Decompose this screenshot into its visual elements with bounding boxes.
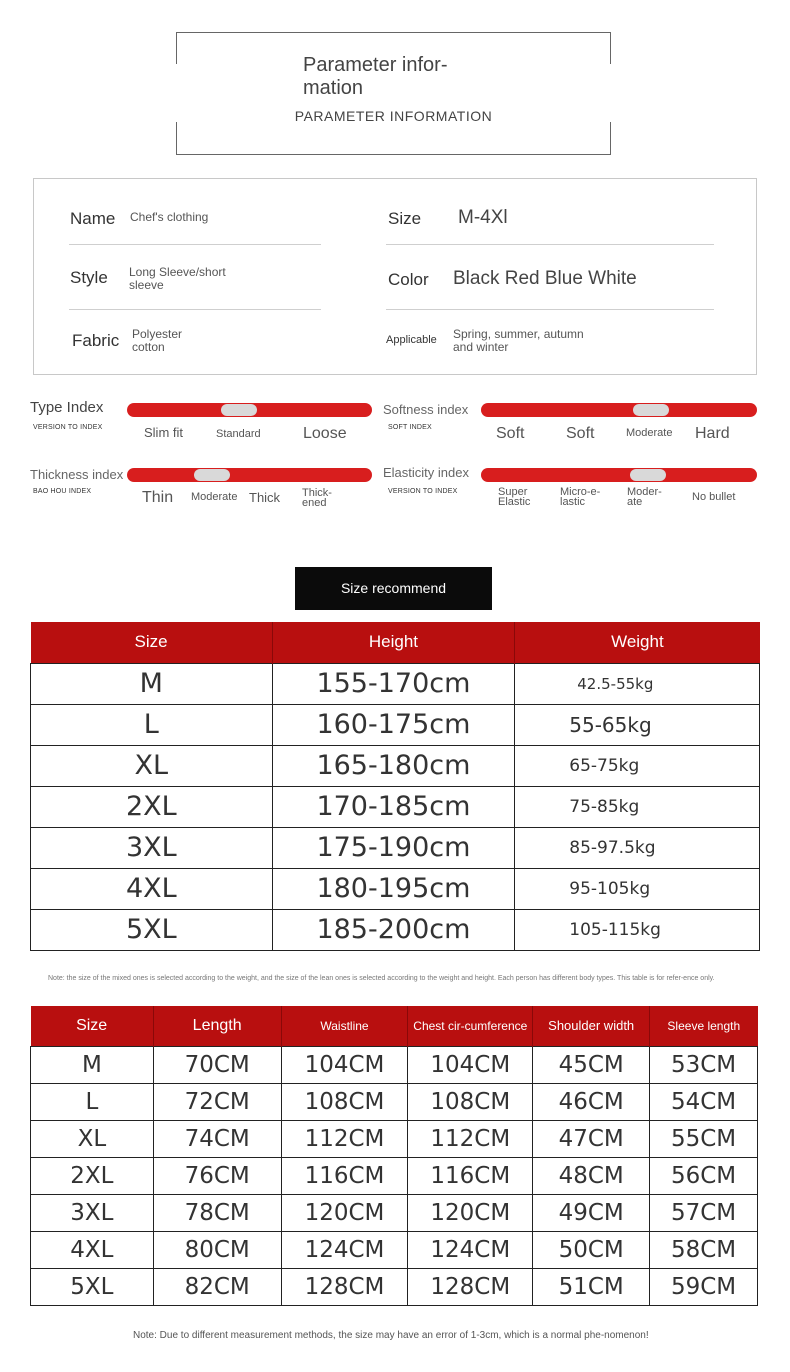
meas-cell: 57CM [650, 1194, 758, 1231]
elasticity-index-title: Elasticity index [383, 465, 469, 480]
thickness-tick-thick: Thick [249, 490, 281, 505]
meas-cell: 5XL [31, 1268, 154, 1305]
meas-cell: 108CM [408, 1083, 533, 1120]
meas-cell: 49CM [533, 1194, 650, 1231]
meas-cell: 112CM [408, 1120, 533, 1157]
thickness-index-title: Thickness index [30, 467, 124, 482]
meas-cell: 59CM [650, 1268, 758, 1305]
meas-cell: 45CM [533, 1046, 650, 1083]
softness-tick-moderate: Moderate [626, 427, 673, 439]
meas-cell: 78CM [153, 1194, 281, 1231]
size-value: M-4Xl [458, 207, 508, 228]
meas-cell: 116CM [408, 1157, 533, 1194]
elasticity-tick-moderate: Moder-ate [627, 486, 662, 508]
rec-height: 160-175cm [272, 704, 515, 745]
meas-cell: 108CM [281, 1083, 408, 1120]
table-row [31, 745, 760, 786]
type-index-sub: VERSION TO INDEX [33, 424, 103, 431]
meas-header-length: Length [153, 1006, 281, 1046]
meas-cell: M [31, 1046, 154, 1083]
meas-cell: 124CM [281, 1231, 408, 1268]
rec-header-size: Size [31, 622, 273, 663]
meas-cell: 2XL [31, 1157, 154, 1194]
rec-height: 165-180cm [272, 745, 515, 786]
meas-cell: 120CM [281, 1194, 408, 1231]
size-label: Size [388, 209, 422, 228]
table-row [31, 1194, 758, 1231]
elasticity-index-knob [630, 469, 666, 481]
meas-header-size: Size [31, 1006, 154, 1046]
meas-cell: 116CM [281, 1157, 408, 1194]
rec-weight: 42.5-55kg [515, 663, 760, 704]
rec-height: 170-185cm [272, 786, 515, 827]
meas-cell: 51CM [533, 1268, 650, 1305]
rec-weight: 105-115kg [515, 909, 760, 950]
rec-header-weight: Weight [515, 622, 760, 663]
table-row [31, 704, 760, 745]
header-title: Parameter infor- mation [303, 54, 448, 99]
rec-height: 185-200cm [272, 909, 515, 950]
meas-header-chest: Chest cir-cumference [408, 1006, 533, 1046]
meas-cell: 120CM [408, 1194, 533, 1231]
thickness-index-knob [194, 469, 230, 481]
type-tick-standard: Standard [216, 428, 261, 440]
type-index-title: Type Index [30, 399, 104, 416]
name-value: Chef's clothing [130, 210, 209, 224]
measurement-table [30, 1006, 758, 1306]
color-value: Black Red Blue White [453, 268, 637, 289]
meas-cell: 48CM [533, 1157, 650, 1194]
table-row [31, 1268, 758, 1305]
thickness-tick-thin: Thin [142, 489, 174, 506]
fabric-value: Polyester cotton [132, 327, 183, 354]
rec-size: XL [31, 745, 273, 786]
table-row [31, 663, 760, 704]
meas-cell: 50CM [533, 1231, 650, 1268]
meas-cell: 80CM [153, 1231, 281, 1268]
meas-cell: 74CM [153, 1120, 281, 1157]
table-row [31, 1083, 758, 1120]
thickness-tick-thickened: Thick-ened [302, 487, 332, 509]
thickness-tick-moderate: Moderate [191, 491, 238, 503]
table-row [31, 1157, 758, 1194]
meas-header-sleeve: Sleeve length [650, 1006, 758, 1046]
table-row [31, 827, 760, 868]
elasticity-tick-super: Super Elastic [498, 486, 531, 508]
table-row [31, 1120, 758, 1157]
meas-cell: 70CM [153, 1046, 281, 1083]
measurement-note: Note: Due to different measurement methods, the size may have an error of 1-3cm, which is a normal phe-nomenon! [133, 1330, 649, 1341]
rec-height: 155-170cm [272, 663, 515, 704]
type-tick-slim: Slim fit [144, 425, 183, 440]
meas-cell: 47CM [533, 1120, 650, 1157]
meas-cell: L [31, 1083, 154, 1120]
color-label: Color [388, 270, 429, 289]
rec-size: L [31, 704, 273, 745]
rec-weight: 75-85kg [515, 786, 760, 827]
softness-index-knob [633, 404, 669, 416]
softness-tick-soft2: Soft [566, 425, 595, 442]
softness-tick-hard: Hard [695, 425, 730, 442]
meas-cell: 76CM [153, 1157, 281, 1194]
recommend-note: Note: the size of the mixed ones is selected according to the weight, and the size of the lean ones is selected according to the weight and height. Each person has different body types. This table is for refer-ence only. [48, 975, 715, 982]
meas-cell: 53CM [650, 1046, 758, 1083]
meas-cell: 82CM [153, 1268, 281, 1305]
type-index-knob [221, 404, 257, 416]
elasticity-tick-micro: Micro-e-lastic [560, 486, 601, 508]
type-tick-loose: Loose [303, 425, 347, 442]
meas-cell: 112CM [281, 1120, 408, 1157]
meas-cell: 54CM [650, 1083, 758, 1120]
meas-cell: 55CM [650, 1120, 758, 1157]
elasticity-index-sub: VERSION TO INDEX [388, 488, 458, 495]
elasticity-index-bar [481, 468, 757, 482]
rec-weight: 95-105kg [515, 868, 760, 909]
table-row [31, 868, 760, 909]
rec-size: M [31, 663, 273, 704]
elasticity-tick-nobullet: No bullet [692, 491, 736, 503]
rec-size: 3XL [31, 827, 273, 868]
rec-height: 180-195cm [272, 868, 515, 909]
style-value: Long Sleeve/short sleeve [129, 265, 226, 292]
meas-cell: 4XL [31, 1231, 154, 1268]
softness-index-bar [481, 403, 757, 417]
table-row [31, 909, 760, 950]
size-recommend-button: Size recommend [295, 567, 492, 610]
rec-size: 5XL [31, 909, 273, 950]
rec-size: 4XL [31, 868, 273, 909]
meas-cell: 3XL [31, 1194, 154, 1231]
meas-cell: XL [31, 1120, 154, 1157]
name-label: Name [70, 209, 116, 228]
rec-weight: 85-97.5kg [515, 827, 760, 868]
softness-index-sub: SOFT INDEX [388, 424, 432, 431]
style-label: Style [70, 268, 108, 287]
applicable-value: Spring, summer, autumn and winter [453, 327, 584, 354]
rec-height: 175-190cm [272, 827, 515, 868]
applicable-label: Applicable [386, 334, 437, 346]
meas-cell: 104CM [281, 1046, 408, 1083]
meas-cell: 58CM [650, 1231, 758, 1268]
meas-cell: 128CM [408, 1268, 533, 1305]
fabric-label: Fabric [72, 331, 120, 350]
thickness-index-sub: BAO HOU INDEX [33, 488, 92, 495]
meas-cell: 56CM [650, 1157, 758, 1194]
thickness-index-bar [127, 468, 372, 482]
rec-weight: 65-75kg [515, 745, 760, 786]
meas-cell: 124CM [408, 1231, 533, 1268]
table-row [31, 786, 760, 827]
table-row [31, 1231, 758, 1268]
meas-cell: 104CM [408, 1046, 533, 1083]
rec-size: 2XL [31, 786, 273, 827]
softness-index-title: Softness index [383, 402, 469, 417]
meas-header-shoulder: Shoulder width [533, 1006, 650, 1046]
softness-tick-soft1: Soft [496, 425, 525, 442]
header-subtitle: PARAMETER INFORMATION [294, 108, 493, 124]
rec-weight: 55-65kg [515, 704, 760, 745]
meas-cell: 72CM [153, 1083, 281, 1120]
size-recommend-table [30, 622, 760, 951]
table-row [31, 1046, 758, 1083]
rec-header-height: Height [272, 622, 515, 663]
meas-header-waistline: Waistline [281, 1006, 408, 1046]
type-index-bar [127, 403, 372, 417]
parameter-box [33, 178, 757, 375]
parameter-header [176, 32, 611, 155]
meas-cell: 128CM [281, 1268, 408, 1305]
meas-cell: 46CM [533, 1083, 650, 1120]
